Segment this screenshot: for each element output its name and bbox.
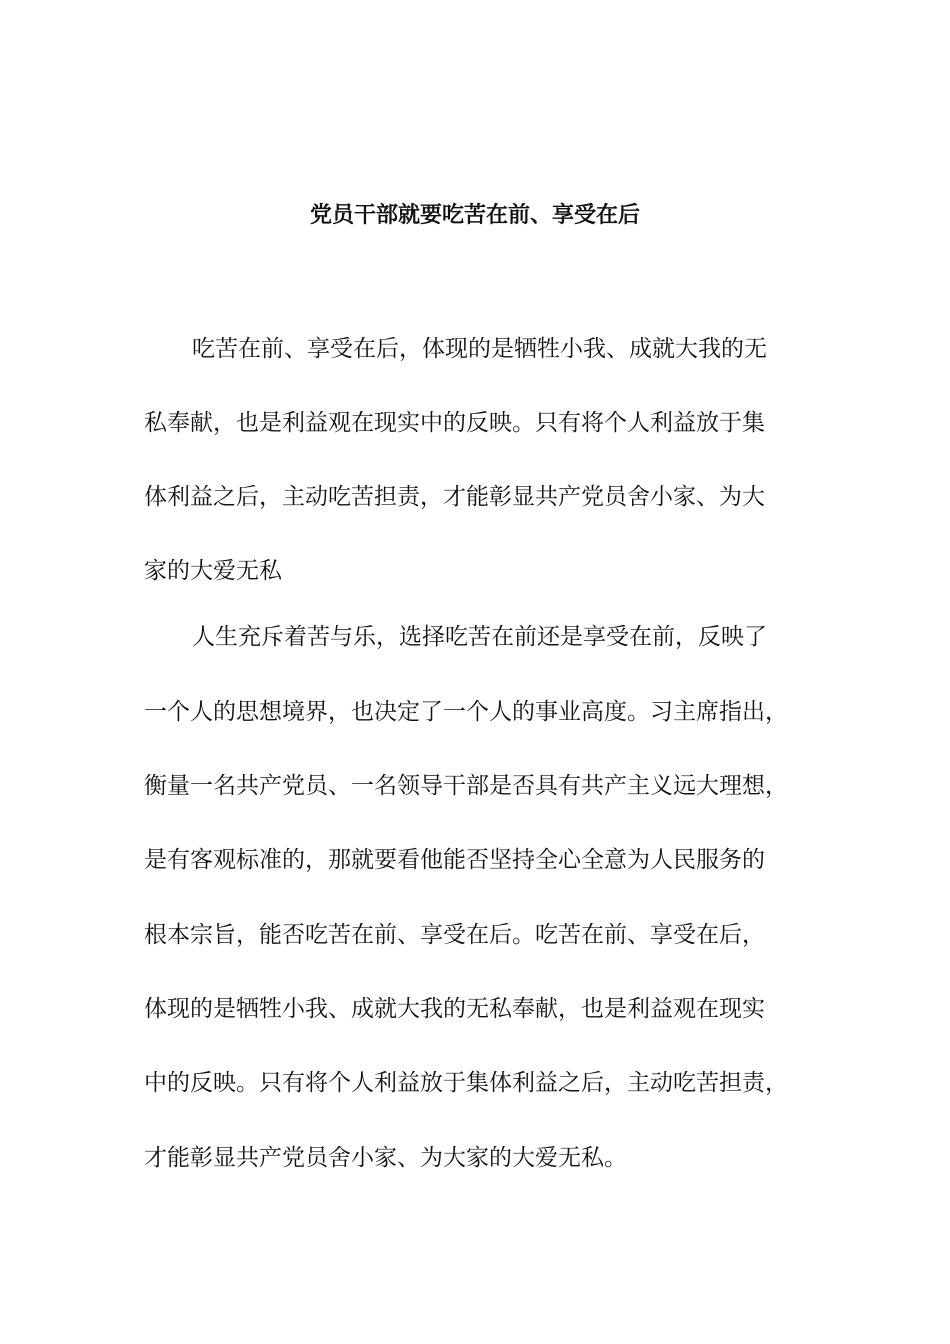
paragraph-1-line: 体利益之后，主动吃苦担责，才能彰显共产党员舍小家、为大 <box>144 484 765 510</box>
paragraph-1-line: 家的大爱无私 <box>144 558 282 584</box>
paragraph-2-line: 人生充斥着苦与乐，选择吃苦在前还是享受在前，反映了 <box>192 624 767 650</box>
paragraph-2-line: 才能彰显共产党员舍小家、为大家的大爱无私。 <box>144 1145 627 1171</box>
paragraph-2-line: 一个人的思想境界，也决定了一个人的事业高度。习主席指出， <box>144 699 788 725</box>
paragraph-2-line: 根本宗旨，能否吃苦在前、享受在后。吃苦在前、享受在后， <box>144 922 765 948</box>
paragraph-1-line: 私奉献，也是利益观在现实中的反映。只有将个人利益放于集 <box>144 410 765 436</box>
paragraph-2-line: 衡量一名共产党员、一名领导干部是否具有共产主义远大理想， <box>144 773 788 799</box>
paragraph-2-line: 是有客观标准的，那就要看他能否坚持全心全意为人民服务的 <box>144 847 765 873</box>
paragraph-2-line: 体现的是牺牲小我、成就大我的无私奉献，也是利益观在现实 <box>144 996 765 1022</box>
paragraph-1-line: 吃苦在前、享受在后，体现的是牺牲小我、成就大我的无 <box>192 336 767 362</box>
paragraph-2-line: 中的反映。只有将个人利益放于集体利益之后，主动吃苦担责， <box>144 1070 788 1096</box>
document-title: 党员干部就要吃苦在前、享受在后 <box>309 203 640 228</box>
